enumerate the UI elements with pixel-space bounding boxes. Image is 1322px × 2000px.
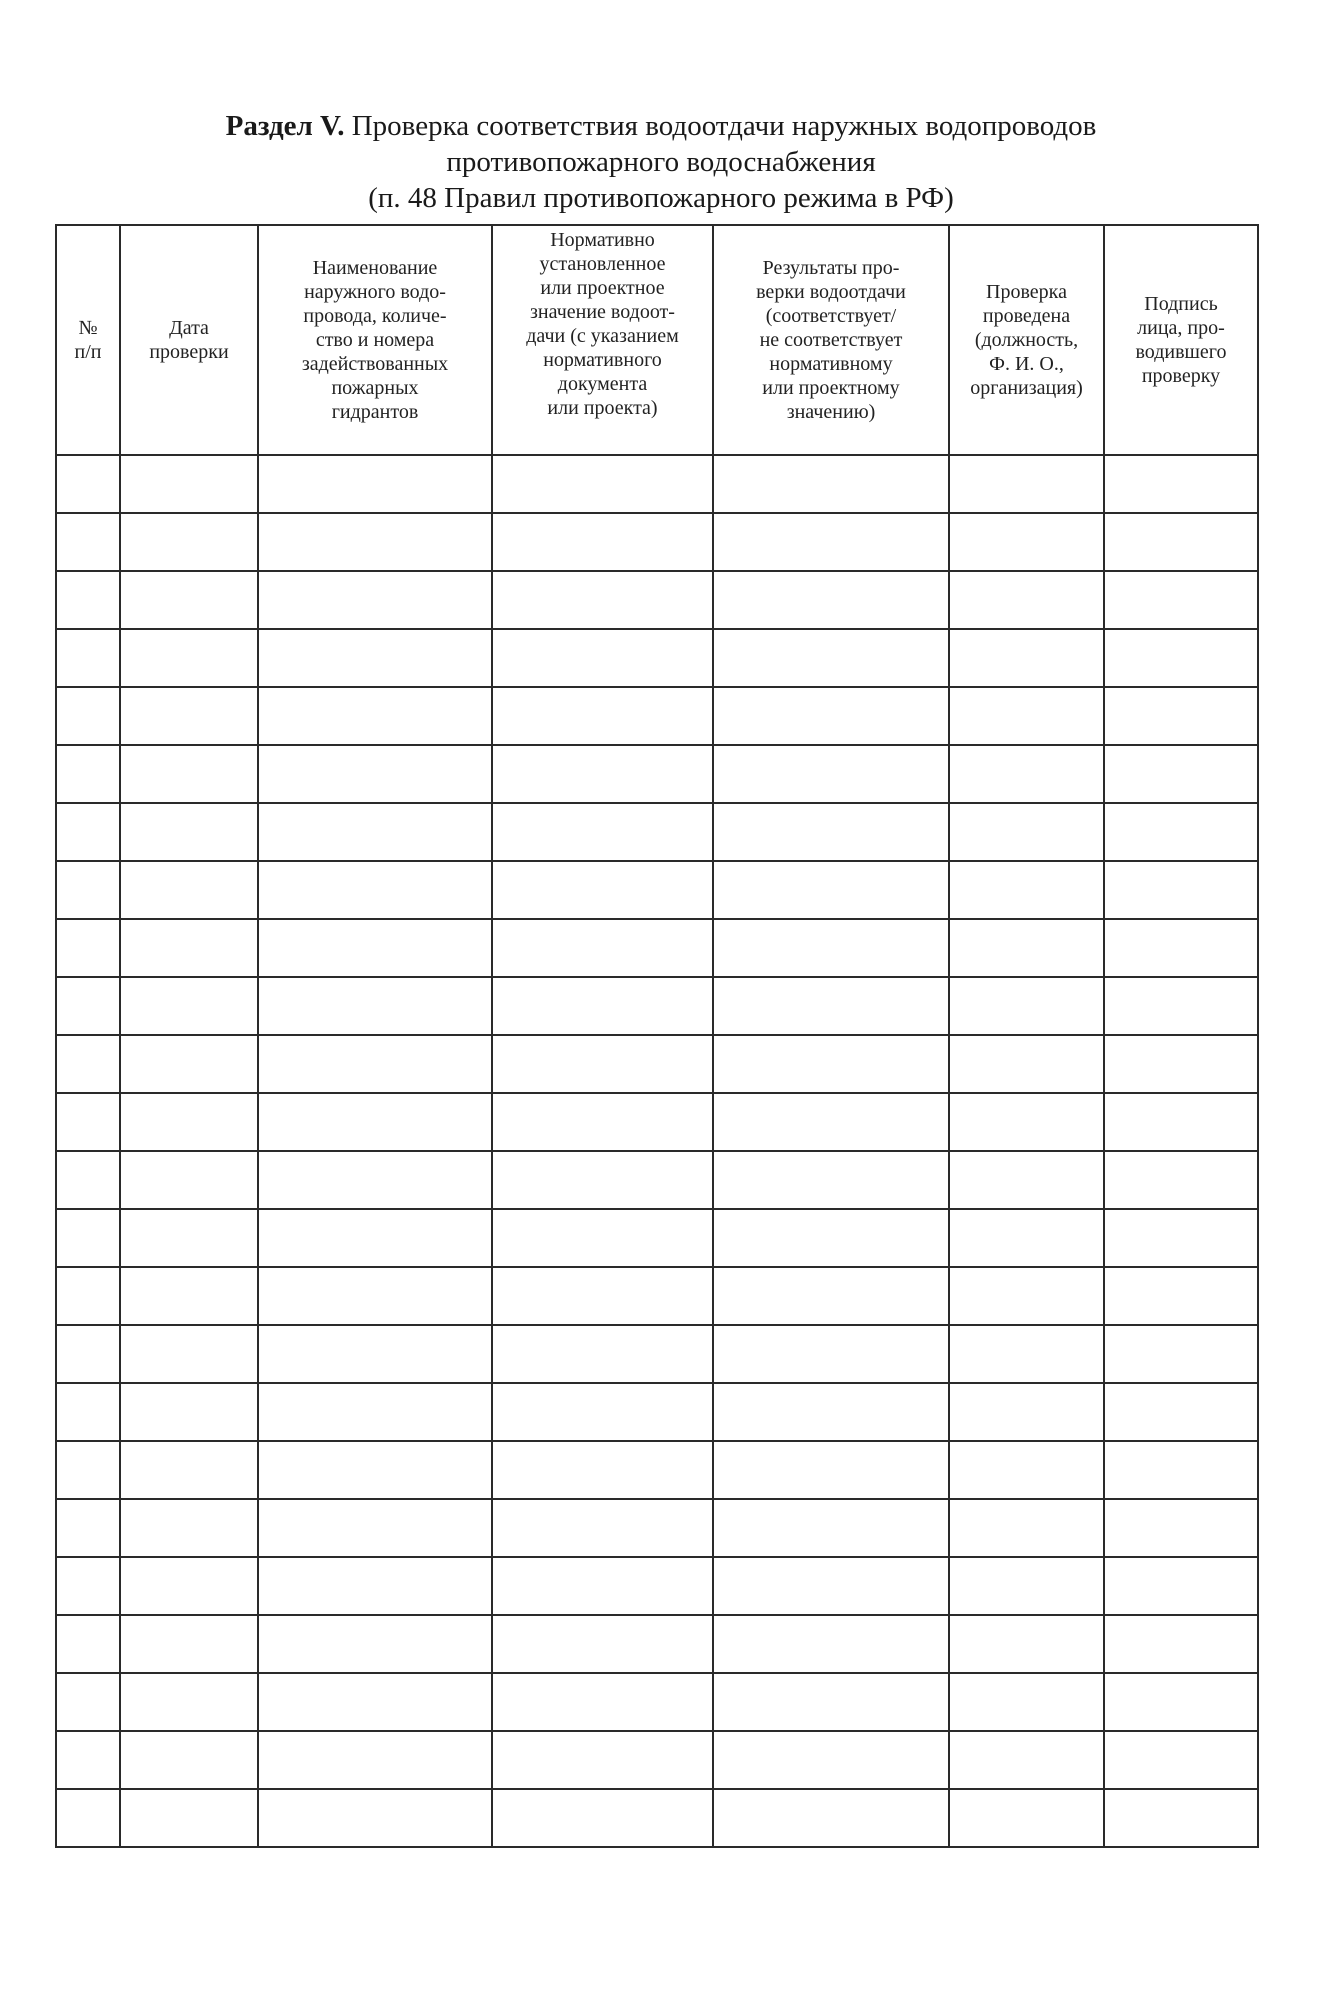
table-cell[interactable] <box>258 1557 492 1615</box>
table-cell[interactable] <box>258 745 492 803</box>
table-cell[interactable] <box>713 1673 949 1731</box>
table-cell[interactable] <box>713 687 949 745</box>
table-row <box>56 1383 1258 1441</box>
table-cell[interactable] <box>713 1441 949 1499</box>
table-cell[interactable] <box>120 1383 258 1441</box>
table-cell[interactable] <box>949 629 1104 687</box>
table-cell[interactable] <box>120 1325 258 1383</box>
table-cell[interactable] <box>120 1035 258 1093</box>
table-cell[interactable] <box>120 1209 258 1267</box>
table-cell[interactable] <box>713 919 949 977</box>
table-cell[interactable] <box>1104 1325 1258 1383</box>
table-cell[interactable] <box>1104 919 1258 977</box>
table-cell[interactable] <box>258 919 492 977</box>
table-cell[interactable] <box>1104 1209 1258 1267</box>
table-cell[interactable] <box>258 1267 492 1325</box>
table-row <box>56 455 1258 513</box>
table-cell[interactable] <box>949 1789 1104 1847</box>
table-cell[interactable] <box>56 1615 120 1673</box>
table-cell[interactable] <box>492 455 713 513</box>
table-cell[interactable] <box>949 803 1104 861</box>
table-cell[interactable] <box>120 629 258 687</box>
table-cell[interactable] <box>258 455 492 513</box>
table-cell[interactable] <box>1104 861 1258 919</box>
table-cell[interactable] <box>120 571 258 629</box>
table-row <box>56 861 1258 919</box>
table-cell[interactable] <box>492 1499 713 1557</box>
table-cell[interactable] <box>56 1035 120 1093</box>
water-supply-check-table <box>55 224 1259 1848</box>
table-cell[interactable] <box>492 1151 713 1209</box>
table-row <box>56 513 1258 571</box>
table-cell[interactable] <box>713 1383 949 1441</box>
table-cell[interactable] <box>56 687 120 745</box>
table-cell[interactable] <box>492 629 713 687</box>
table-cell[interactable] <box>56 513 120 571</box>
table-cell[interactable] <box>258 1499 492 1557</box>
table-cell[interactable] <box>492 1615 713 1673</box>
table-cell[interactable] <box>492 919 713 977</box>
table-cell[interactable] <box>258 1035 492 1093</box>
table-cell[interactable] <box>949 687 1104 745</box>
col-header-inspector: Проверка проведена (должность, Ф. И. О., организация) <box>949 225 1104 455</box>
title-line-2: противопожарного водоснабжения <box>446 146 876 178</box>
table-cell[interactable] <box>713 455 949 513</box>
table-cell[interactable] <box>713 513 949 571</box>
table-cell[interactable] <box>56 745 120 803</box>
col-header-water-pipe-name: Наименование наружного водо- провода, количе- ство и номера задействованных пожарных гидрантов <box>258 225 492 455</box>
table-cell[interactable] <box>120 1789 258 1847</box>
table-cell[interactable] <box>1104 1789 1258 1847</box>
table-cell[interactable] <box>120 1499 258 1557</box>
table-cell[interactable] <box>258 977 492 1035</box>
table-cell[interactable] <box>258 1093 492 1151</box>
table-row <box>56 1093 1258 1151</box>
table-cell[interactable] <box>949 571 1104 629</box>
col-header-number: № п/п <box>56 225 120 455</box>
table-row <box>56 1499 1258 1557</box>
table-row <box>56 1151 1258 1209</box>
table-cell[interactable] <box>258 1615 492 1673</box>
table-cell[interactable] <box>492 1325 713 1383</box>
col-header-results: Результаты про- верки водоотдачи (соответствует/ не соответствует нормативному или проектному значению) <box>713 225 949 455</box>
table-cell[interactable] <box>1104 1035 1258 1093</box>
table-row <box>56 1731 1258 1789</box>
table-cell[interactable] <box>1104 1151 1258 1209</box>
table-cell[interactable] <box>949 1325 1104 1383</box>
table-cell[interactable] <box>1104 1731 1258 1789</box>
table-cell[interactable] <box>120 977 258 1035</box>
table-cell[interactable] <box>258 571 492 629</box>
table-row <box>56 977 1258 1035</box>
table-row <box>56 1615 1258 1673</box>
section-title <box>0 108 1322 216</box>
table-cell[interactable] <box>1104 1093 1258 1151</box>
table-cell[interactable] <box>120 1557 258 1615</box>
table-cell[interactable] <box>713 861 949 919</box>
table-cell[interactable] <box>713 803 949 861</box>
table-cell[interactable] <box>120 1441 258 1499</box>
table-cell[interactable] <box>492 1731 713 1789</box>
table-cell[interactable] <box>492 513 713 571</box>
table-cell[interactable] <box>120 1673 258 1731</box>
table-row <box>56 1325 1258 1383</box>
table-cell[interactable] <box>120 919 258 977</box>
table-cell[interactable] <box>56 455 120 513</box>
table-cell[interactable] <box>1104 687 1258 745</box>
table-cell[interactable] <box>949 1383 1104 1441</box>
table-cell[interactable] <box>56 803 120 861</box>
table-cell[interactable] <box>492 1267 713 1325</box>
table-cell[interactable] <box>949 1673 1104 1731</box>
table-cell[interactable] <box>258 687 492 745</box>
table-cell[interactable] <box>1104 455 1258 513</box>
col-header-signature: Подпись лица, про- водившего проверку <box>1104 225 1258 455</box>
table-cell[interactable] <box>56 1325 120 1383</box>
table-cell[interactable] <box>949 1035 1104 1093</box>
table-cell[interactable] <box>713 1557 949 1615</box>
table-cell[interactable] <box>120 861 258 919</box>
table-cell[interactable] <box>492 1789 713 1847</box>
table-cell[interactable] <box>492 1093 713 1151</box>
table-cell[interactable] <box>492 1557 713 1615</box>
table-cell[interactable] <box>949 455 1104 513</box>
table-cell[interactable] <box>713 1615 949 1673</box>
table-cell[interactable] <box>258 629 492 687</box>
table-cell[interactable] <box>56 1789 120 1847</box>
table-body <box>56 455 1258 1847</box>
table-cell[interactable] <box>258 1209 492 1267</box>
table-row <box>56 687 1258 745</box>
table-cell[interactable] <box>56 1209 120 1267</box>
table-cell[interactable] <box>713 1209 949 1267</box>
table-cell[interactable] <box>120 1615 258 1673</box>
table-cell[interactable] <box>56 629 120 687</box>
table-cell[interactable] <box>258 1441 492 1499</box>
col-header-norm-value: Нормативно установленное или проектное значение водоот- дачи (с указанием нормативного документа или проекта) <box>492 225 713 455</box>
table-cell[interactable] <box>713 1151 949 1209</box>
table-cell[interactable] <box>1104 977 1258 1035</box>
table-cell[interactable] <box>1104 745 1258 803</box>
table-cell[interactable] <box>713 1093 949 1151</box>
table-cell[interactable] <box>713 1789 949 1847</box>
table-cell[interactable] <box>492 745 713 803</box>
table-cell[interactable] <box>56 861 120 919</box>
table-cell[interactable] <box>120 1151 258 1209</box>
table-cell[interactable] <box>56 1267 120 1325</box>
table-cell[interactable] <box>56 1383 120 1441</box>
table-cell[interactable] <box>949 1151 1104 1209</box>
table-cell[interactable] <box>492 1673 713 1731</box>
table-cell[interactable] <box>258 803 492 861</box>
table-cell[interactable] <box>56 1441 120 1499</box>
table-cell[interactable] <box>492 1383 713 1441</box>
table-cell[interactable] <box>713 1731 949 1789</box>
table-cell[interactable] <box>713 571 949 629</box>
table-cell[interactable] <box>56 1499 120 1557</box>
table-cell[interactable] <box>56 1093 120 1151</box>
table-row <box>56 1267 1258 1325</box>
table-cell[interactable] <box>949 977 1104 1035</box>
table-cell[interactable] <box>1104 1499 1258 1557</box>
table-cell[interactable] <box>713 1267 949 1325</box>
table-cell[interactable] <box>56 1731 120 1789</box>
table-row <box>56 745 1258 803</box>
table-cell[interactable] <box>492 1035 713 1093</box>
table-cell[interactable] <box>492 1209 713 1267</box>
table-row <box>56 571 1258 629</box>
table-cell[interactable] <box>120 745 258 803</box>
table-row <box>56 1035 1258 1093</box>
table-row <box>56 1441 1258 1499</box>
table-cell[interactable] <box>492 977 713 1035</box>
table-cell[interactable] <box>1104 1615 1258 1673</box>
table-cell[interactable] <box>1104 513 1258 571</box>
table-cell[interactable] <box>492 861 713 919</box>
col-header-date: Дата проверки <box>120 225 258 455</box>
title-line-1 <box>0 108 1322 144</box>
table-cell[interactable] <box>949 1615 1104 1673</box>
table-cell[interactable] <box>713 1035 949 1093</box>
table-cell[interactable] <box>949 1499 1104 1557</box>
table-cell[interactable] <box>1104 1673 1258 1731</box>
table-cell[interactable] <box>949 745 1104 803</box>
table-cell[interactable] <box>258 513 492 571</box>
table-cell[interactable] <box>713 745 949 803</box>
table-cell[interactable] <box>120 513 258 571</box>
table-cell[interactable] <box>258 1789 492 1847</box>
table-cell[interactable] <box>949 513 1104 571</box>
table-cell[interactable] <box>56 1151 120 1209</box>
table-row <box>56 1209 1258 1267</box>
table-cell[interactable] <box>56 919 120 977</box>
table-cell[interactable] <box>492 571 713 629</box>
table-cell[interactable] <box>1104 571 1258 629</box>
table-cell[interactable] <box>949 1267 1104 1325</box>
table-cell[interactable] <box>258 1151 492 1209</box>
table-cell[interactable] <box>949 1209 1104 1267</box>
table-row <box>56 919 1258 977</box>
table-cell[interactable] <box>1104 1557 1258 1615</box>
table-cell[interactable] <box>492 803 713 861</box>
header-row <box>56 225 1258 455</box>
table-cell[interactable] <box>1104 629 1258 687</box>
table-cell[interactable] <box>56 1673 120 1731</box>
table-row <box>56 1557 1258 1615</box>
table-cell[interactable] <box>258 1673 492 1731</box>
table-cell[interactable] <box>258 861 492 919</box>
table-cell[interactable] <box>56 1557 120 1615</box>
table-cell[interactable] <box>949 919 1104 977</box>
table-cell[interactable] <box>949 1441 1104 1499</box>
table-cell[interactable] <box>949 1731 1104 1789</box>
table-cell[interactable] <box>120 455 258 513</box>
table-cell[interactable] <box>492 1441 713 1499</box>
table-cell[interactable] <box>56 977 120 1035</box>
table-cell[interactable] <box>120 803 258 861</box>
table-cell[interactable] <box>1104 1267 1258 1325</box>
table-cell[interactable] <box>949 1557 1104 1615</box>
table-row <box>56 629 1258 687</box>
table-cell[interactable] <box>1104 1441 1258 1499</box>
table-cell[interactable] <box>120 1267 258 1325</box>
table-cell[interactable] <box>120 1093 258 1151</box>
table-cell[interactable] <box>120 687 258 745</box>
table-cell[interactable] <box>1104 1383 1258 1441</box>
table-cell[interactable] <box>949 1093 1104 1151</box>
table-cell[interactable] <box>713 629 949 687</box>
table-cell[interactable] <box>713 1325 949 1383</box>
table-cell[interactable] <box>949 861 1104 919</box>
table-cell[interactable] <box>1104 803 1258 861</box>
table-cell[interactable] <box>258 1731 492 1789</box>
section-heading: Проверка соответствия водоотдачи наружных водопроводов <box>351 110 1097 142</box>
table-cell[interactable] <box>258 1325 492 1383</box>
table-cell[interactable] <box>120 1731 258 1789</box>
table-cell[interactable] <box>492 687 713 745</box>
table-row <box>56 1673 1258 1731</box>
table-cell[interactable] <box>713 1499 949 1557</box>
table-cell[interactable] <box>56 571 120 629</box>
section-number: Раздел V. <box>225 110 345 142</box>
table-row <box>56 803 1258 861</box>
table-cell[interactable] <box>258 1383 492 1441</box>
title-line-3: (п. 48 Правил противопожарного режима в РФ) <box>368 182 954 214</box>
table-row <box>56 1789 1258 1847</box>
table-cell[interactable] <box>713 977 949 1035</box>
